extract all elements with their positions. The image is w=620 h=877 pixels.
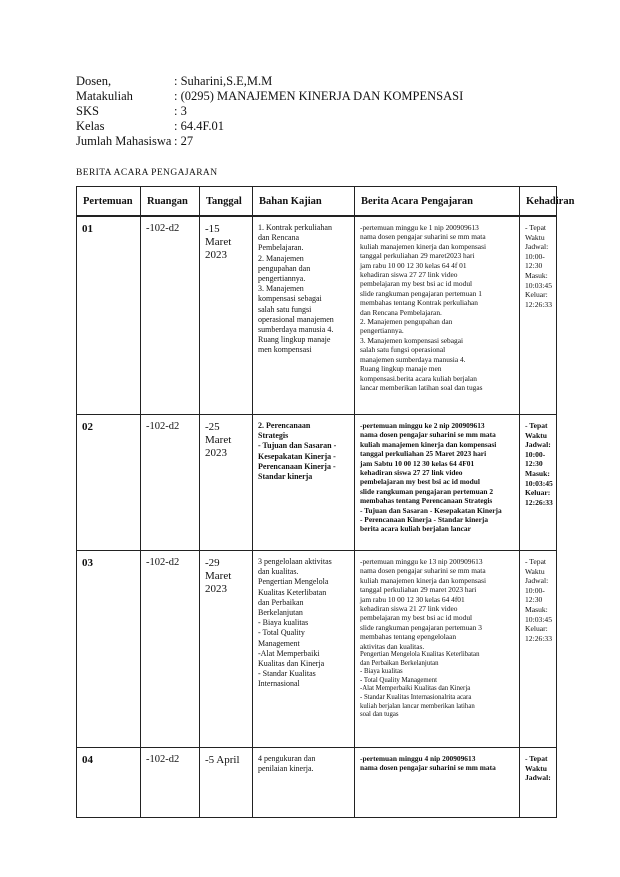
sks-row	[76, 104, 556, 119]
kehadiran-cell: - Tepat Waktu Jadwal: 10:00-12:30 Masuk: 10:03:45 Keluar: 12:26:33	[525, 223, 553, 309]
berita-acara-cell: -pertemuan minggu 4 nip 200909613 nama dosen pengajar suharini se mm mata	[360, 754, 496, 773]
berita-acara-table	[76, 186, 575, 818]
col-header-berita-acara: Berita Acara Pengajaran	[355, 187, 520, 216]
tanggal-cell: -5 April	[205, 754, 240, 766]
berita-acara-main-text: -pertemuan minggu ke 13 nip 200909613 nama dosen pengajar suharini se mm mata kuliah manajemen kinerja dan kompensasi tanggal perkuliahan 29 maret 2023 hari jam rabu 10 00 12 30 kelas 64 4f01 kehadiran siswa 21 27 link video pembelajaran my best bsi ac id modul slide rangkuman pengajaran pertemuan 3 membahas tentang epengelolaan aktivitas dan kualitas.	[360, 557, 487, 651]
bahan-kajian-cell: 1. Kontrak perkuliahan dan Rencana Pembelajaran. 2. Manajemen pengupahan dan pengertiannya. 3. Manajemen kompensasi sebagai salah satu fungsi operasional manajemen sumberdaya manusia 4. Ruang lingkup manaje men kompensasi	[258, 223, 334, 355]
document-header	[76, 74, 556, 149]
bahan-kajian-cell: 2. Perencanaan Strategis - Tujuan dan Sasaran - Kesepakatan Kinerja - Perencanaan Kinerja - Standar kinerja	[258, 421, 337, 482]
tanggal-cell: -29 Maret 2023	[205, 557, 232, 595]
jumlah-mahasiswa-label: Jumlah Mahasiswa	[76, 134, 172, 148]
col-header-pertemuan: Pertemuan	[77, 187, 141, 216]
berita-acara-cell: -pertemuan minggu ke 2 nip 200909613 nama dosen pengajar suharini se mm mata kuliah manajemen kinerja dan kompensasi tanggal perkuliahan 25 Maret 2023 hari jam Sabtu 10 00 12 30 kelas 64 4F01 kehadiran siswa 27 27 link video pembelajaran my best bsi ac id modul slide rangkuman pengajaran pertemuan 2 membahas tentang Perencanaan Strategis - Tujuan dan Sasaran - Kesepakatan Kinerja - Perencanaan Kinerja - Standar kinerja berita acara kuliah berjalan lancar	[360, 421, 502, 534]
matakuliah-row	[76, 89, 556, 104]
dosen-row	[76, 74, 556, 89]
berita-acara-cell	[355, 551, 519, 724]
section-title: BERITA ACARA PENGAJARAN	[76, 168, 218, 178]
dosen-label: Dosen,	[76, 74, 112, 88]
matakuliah-value: : (0295) MANAJEMEN KINERJA DAN KOMPENSASI	[174, 89, 464, 103]
dosen-value: : Suharini,S.E,M.M	[174, 74, 273, 88]
ruangan-cell: -102-d2	[146, 557, 180, 568]
kehadiran-cell: - Tepat Waktu Jadwal: 10:00-12:30 Masuk: 10:03:45 Keluar: 12:26:33	[525, 421, 553, 507]
ruangan-cell: -102-d2	[146, 754, 180, 765]
kelas-row	[76, 119, 556, 134]
table-row	[77, 217, 557, 415]
jumlah-mahasiswa-row	[76, 134, 556, 149]
bahan-kajian-cell: 4 pengukuran dan penilaian kinerja.	[258, 754, 316, 774]
ruangan-cell: -102-d2	[146, 223, 180, 234]
pertemuan-cell: 01	[82, 223, 93, 235]
col-header-ruangan: Ruangan	[141, 187, 200, 216]
sks-value: : 3	[174, 104, 187, 118]
col-header-kehadiran: Kehadiran	[520, 187, 557, 216]
matakuliah-label: Matakuliah	[76, 89, 133, 103]
bahan-kajian-cell: 3 pengelolaan aktivitas dan kualitas. Pengertian Mengelola Kualitas Keterlibatan dan Perbaikan Berkelanjutan - Biaya kualitas - Total Quality Management -Alat Memperbaiki Kualitas dan Kinerja - Standar Kualitas Internasional	[258, 557, 332, 689]
berita-acara-cell: -pertemuan minggu ke 1 nip 200909613 nama dosen pengajar suharini se mm mata kuliah manajemen kinerja dan kompensasi tanggal perkuliahan 29 maret2023 hari jam rabu 10 00 12 30 kelas 64 4f 01 kehadiran siswa 27 27 link video pembelajaran my best bsi ac id modul slide rangkuman pengajaran pertemuan 1 membahas tentang Kontrak perkuliahan dan Rencana Pembelajaran. 2. Manajemen pengupahan dan pengertiannya. 3. Manajemen kompensasi sebagai salah satu fungsi operasional manajemen sumberdaya manusia 4. Ruang lingkup manaje men kompensasi.berita acara kuliah berjalan lancar memberikan latihan soal dan tugas	[360, 223, 487, 392]
table-row	[77, 415, 557, 551]
table-row	[77, 551, 557, 748]
pertemuan-cell: 04	[82, 754, 93, 766]
sks-label: SKS	[76, 104, 99, 118]
table-row	[77, 748, 557, 818]
jumlah-mahasiswa-value: : 27	[174, 134, 194, 148]
kelas-label: Kelas	[76, 119, 105, 133]
tanggal-cell: -25 Maret 2023	[205, 421, 232, 459]
ruangan-cell: -102-d2	[146, 421, 180, 432]
berita-acara-detail-text: Pengertian Mengelola Kualitas Keterlibatan dan Perbaikan Berkelanjutan - Biaya kualitas - Total Quality Management -Alat Memperbaiki Kualitas dan Kinerja - Standar Kualitas Internasionalrita acara kuliah berjalan lancar memberikan latihan soal dan tugas	[360, 651, 480, 719]
kehadiran-cell: - Tepat Waktu Jadwal: 10:00-12:30 Masuk: 10:03:45 Keluar: 12:26:33	[525, 557, 553, 643]
table-header-row	[77, 187, 557, 216]
col-header-bahan-kajian: Bahan Kajian	[253, 187, 355, 216]
pertemuan-cell: 03	[82, 557, 93, 569]
pertemuan-cell: 02	[82, 421, 93, 433]
kehadiran-cell: - Tepat Waktu Jadwal:	[525, 754, 551, 783]
kelas-value: : 64.4F.01	[174, 119, 225, 133]
col-header-tanggal: Tanggal	[200, 187, 253, 216]
tanggal-cell: -15 Maret 2023	[205, 223, 232, 261]
